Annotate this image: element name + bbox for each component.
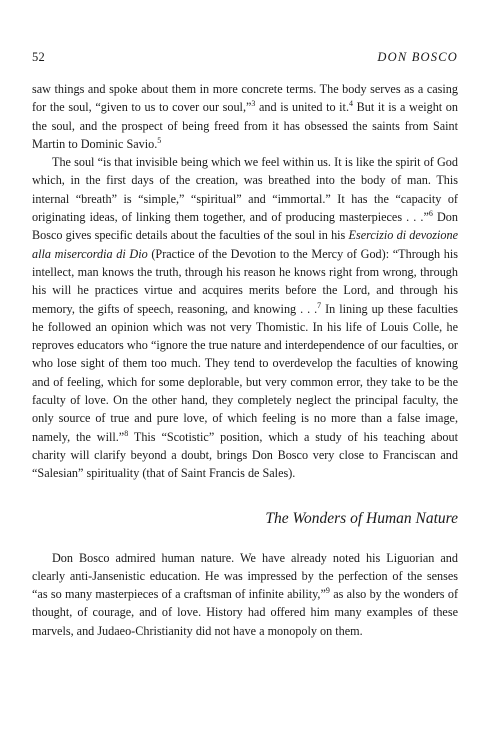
paragraph-human-nature <box>32 549 458 640</box>
footnote-ref: 7 <box>317 300 322 310</box>
book-page <box>32 50 458 640</box>
paragraph-faculties-of-soul <box>32 153 458 482</box>
running-head <box>32 50 458 72</box>
text-run: and is united to it. <box>255 100 349 115</box>
text-run: Don Bosco admired human nature. We have already noted his Liguorian and clearly anti-Jansenistic education. He was impressed by the perfection of the senses “as so many masterpieces of a craftsman of infinite ability,” <box>32 550 458 602</box>
text-run: This “Scotistic” position, which a study of his teaching about charity will clarify beyond a doubt, brings Don Bosco very close to Franciscan and “Salesian” spirituality (that of Saint Francis de Sales). <box>32 429 459 481</box>
footnote-ref: 8 <box>124 428 129 438</box>
paragraph-body-soul <box>32 80 458 153</box>
text-run: as also by the wonders of thought, of courage, and of love. History had offered him many examples of these marvels, and Judaeo-Christianity did not have a monopoly on them. <box>32 587 458 638</box>
section-heading: The Wonders of Human Nature <box>265 509 458 527</box>
footnote-ref: 3 <box>251 99 256 109</box>
text-run: saw things and spoke about them in more concrete terms. The body serves as a casing for the soul, “given to us to cover our soul,” <box>32 82 458 115</box>
text-run: In lining up these faculties he followed an opinion which was not very Thomistic. In his life of Louis Colle, he reproves educators who “ignore the true nature and interdependence of our faculties, or who lose sight of them too much. They tend to overdevelop the faculties of knowing and of feeling, which for some deplorable, but very common error, they take to be the faculty of love. On the other hand, they completely neglect the principal faculty, the only source of true and pure love, of which feeling is no more than a false image, namely, the will.” <box>32 301 459 444</box>
text-run: Don Bosco gives specific details about the faculties of the soul in his <box>32 210 458 243</box>
footnote-ref: 6 <box>428 209 433 219</box>
footnote-ref: 4 <box>349 99 353 109</box>
running-title: DON BOSCO <box>377 50 458 64</box>
text-run: The soul “is that invisible being which we feel within us. It is like the spirit of God which, in the first days of the creation, was breathed into the body of man. This internal “breath” is “simple,” “spiritual” and “immortal.” It has the “capacity of originating ideas, of linking them together, and of producing masterpieces . . .” <box>32 155 458 225</box>
footnote-ref: 9 <box>325 586 330 596</box>
footnote-ref: 5 <box>157 135 162 145</box>
text-run: But it is a weight on the soul, and the prospect of being freed from it has obsessed the saints from Saint Martin to Dominic Savio. <box>32 100 458 151</box>
text-run: (Practice of the Devotion to the Mercy of God): “Through his intellect, man knows the truth, through his reason he knows right from wrong, through his will he practices virtue and acquires merits before the Lord, and through his memory, the gifts of speech, reasoning, and knowing . . . <box>32 246 459 316</box>
italic-book-title: Esercizio di devozione alla misercordia di Dio <box>32 228 458 261</box>
page-number: 52 <box>32 50 46 64</box>
